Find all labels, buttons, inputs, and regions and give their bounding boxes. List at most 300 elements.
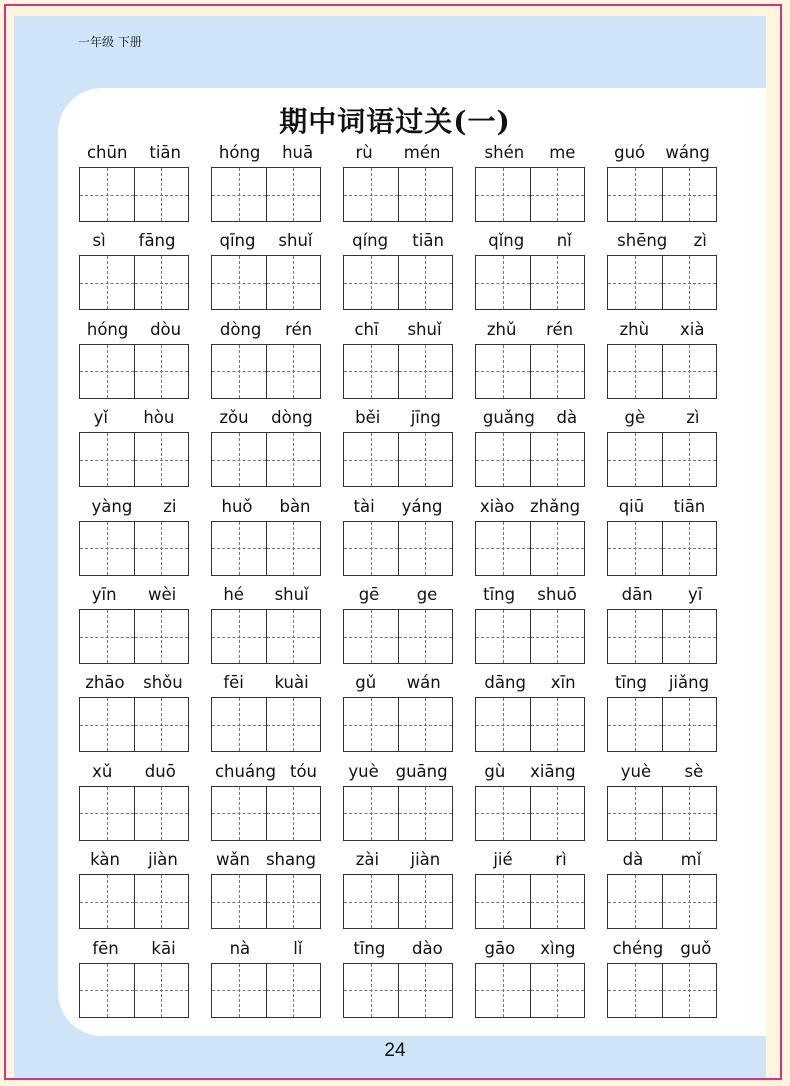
tianzige-box[interactable] (344, 345, 398, 398)
tianzige-box[interactable] (530, 964, 584, 1017)
word-item (472, 492, 588, 580)
tianzige-box[interactable] (398, 256, 452, 309)
tianzige-box[interactable] (344, 787, 398, 840)
tianzige-box[interactable] (530, 433, 584, 486)
writing-boxes (79, 432, 189, 487)
pinyin-syllable: dān (621, 585, 653, 604)
pinyin-syllable: mǐ (680, 850, 702, 870)
pinyin-line (604, 143, 720, 165)
pinyin-syllable: zài (355, 850, 380, 870)
pinyin-line (340, 231, 456, 253)
pinyin-syllable: guǒ (680, 938, 712, 958)
writing-boxes (607, 786, 717, 841)
tianzige-box[interactable] (398, 964, 452, 1017)
writing-boxes (211, 521, 321, 576)
tianzige-box[interactable] (530, 168, 584, 221)
writing-boxes (607, 521, 717, 576)
pinyin-syllable: tīng (483, 585, 516, 604)
tianzige-box[interactable] (662, 964, 716, 1017)
writing-boxes (79, 609, 189, 664)
tianzige-box[interactable] (608, 345, 662, 398)
tianzige-box[interactable] (134, 168, 188, 221)
writing-boxes (607, 874, 717, 929)
pinyin-syllable: kuài (274, 673, 309, 693)
word-item (340, 138, 456, 226)
tianzige-box[interactable] (530, 522, 584, 575)
tianzige-box[interactable] (80, 256, 134, 309)
pinyin-syllable: xìng (540, 938, 576, 958)
tianzige-box[interactable] (266, 698, 320, 751)
word-item (604, 934, 720, 1022)
writing-boxes (475, 255, 585, 310)
pinyin-syllable: tiān (149, 143, 181, 162)
tianzige-box[interactable] (530, 875, 584, 928)
word-item (208, 403, 324, 491)
pinyin-syllable: me (549, 143, 576, 162)
writing-boxes (343, 609, 453, 664)
writing-boxes (79, 255, 189, 310)
pinyin-syllable: shǒu (143, 673, 183, 693)
tianzige-box[interactable] (608, 787, 662, 840)
pinyin-syllable: rén (285, 319, 313, 339)
word-row (76, 668, 726, 756)
tianzige-box[interactable] (266, 875, 320, 928)
pinyin-syllable: jiàn (148, 850, 178, 870)
pinyin-syllable: jiàn (410, 850, 441, 870)
pinyin-line (76, 408, 192, 430)
tianzige-box[interactable] (608, 610, 662, 663)
word-item (472, 315, 588, 403)
tianzige-box[interactable] (608, 522, 662, 575)
tianzige-box[interactable] (134, 610, 188, 663)
word-item (76, 757, 192, 845)
pinyin-syllable: zhǔ (486, 319, 517, 339)
pinyin-line (472, 585, 588, 607)
pinyin-syllable: yáng (401, 496, 443, 516)
pinyin-line (76, 231, 192, 253)
pinyin-syllable: chéng (612, 938, 664, 958)
pinyin-syllable: zì (686, 408, 700, 428)
word-item (340, 845, 456, 933)
tianzige-box[interactable] (80, 168, 134, 221)
pinyin-line (76, 320, 192, 342)
pinyin-line (208, 143, 324, 165)
tianzige-box[interactable] (662, 875, 716, 928)
tianzige-box[interactable] (344, 875, 398, 928)
tianzige-box[interactable] (662, 168, 716, 221)
word-item (604, 403, 720, 491)
writing-boxes (475, 874, 585, 929)
word-item (604, 226, 720, 314)
writing-boxes (211, 786, 321, 841)
tianzige-box[interactable] (476, 345, 530, 398)
tianzige-box[interactable] (134, 787, 188, 840)
word-item (76, 492, 192, 580)
pinyin-syllable: gù (484, 761, 506, 781)
word-item (340, 668, 456, 756)
word-item (340, 315, 456, 403)
pinyin-syllable: zǒu (219, 408, 249, 428)
tianzige-box[interactable] (662, 522, 716, 575)
tianzige-box[interactable] (80, 433, 134, 486)
pinyin-syllable: jīng (410, 408, 441, 428)
tianzige-box[interactable] (398, 787, 452, 840)
tianzige-box[interactable] (80, 522, 134, 575)
word-item (340, 934, 456, 1022)
pinyin-line (208, 939, 324, 961)
tianzige-box[interactable] (134, 256, 188, 309)
word-item (76, 315, 192, 403)
tianzige-box[interactable] (476, 168, 530, 221)
pinyin-syllable: dāng (484, 673, 526, 693)
pinyin-syllable: zhāo (85, 673, 125, 693)
writing-boxes (607, 432, 717, 487)
writing-boxes (475, 697, 585, 752)
pinyin-line (604, 497, 720, 519)
tianzige-box[interactable] (398, 522, 452, 575)
pinyin-line (340, 320, 456, 342)
writing-boxes (211, 697, 321, 752)
pinyin-syllable: tiān (412, 231, 444, 251)
pinyin-syllable: lǐ (293, 938, 303, 958)
tianzige-box[interactable] (134, 698, 188, 751)
word-item (340, 492, 456, 580)
pinyin-syllable: dà (622, 850, 644, 870)
word-item (208, 668, 324, 756)
writing-boxes (343, 167, 453, 222)
tianzige-box[interactable] (80, 610, 134, 663)
word-item (340, 403, 456, 491)
word-item (208, 315, 324, 403)
pinyin-line (208, 320, 324, 342)
page-title: 期中词语过关(一) (279, 105, 511, 138)
pinyin-syllable: chuáng (214, 761, 277, 781)
pinyin-line (472, 231, 588, 253)
tianzige-box[interactable] (266, 964, 320, 1017)
pinyin-syllable: jié (493, 850, 513, 870)
writing-boxes (79, 963, 189, 1018)
pinyin-syllable: sè (684, 761, 704, 781)
tianzige-box[interactable] (212, 522, 266, 575)
tianzige-box[interactable] (212, 345, 266, 398)
word-item (472, 668, 588, 756)
writing-boxes (607, 167, 717, 222)
writing-boxes (79, 344, 189, 399)
word-row (76, 580, 726, 668)
word-item (604, 492, 720, 580)
tianzige-box[interactable] (212, 168, 266, 221)
tianzige-box[interactable] (476, 964, 530, 1017)
word-row (76, 492, 726, 580)
pinyin-syllable: tīng (353, 938, 386, 958)
tianzige-box[interactable] (344, 522, 398, 575)
tianzige-box[interactable] (212, 698, 266, 751)
pinyin-syllable: hóng (86, 319, 129, 339)
pinyin-syllable: jiǎng (668, 673, 710, 693)
tianzige-box[interactable] (476, 610, 530, 663)
tianzige-box[interactable] (134, 522, 188, 575)
pinyin-syllable: bàn (279, 496, 311, 516)
tianzige-box[interactable] (266, 787, 320, 840)
pinyin-syllable: qīng (219, 231, 256, 251)
pinyin-syllable: guó (614, 143, 646, 162)
pinyin-syllable: gǔ (355, 673, 377, 693)
pinyin-line (604, 320, 720, 342)
pinyin-syllable: xiāng (530, 761, 576, 781)
pinyin-syllable: dà (556, 408, 578, 428)
writing-boxes (607, 255, 717, 310)
pinyin-syllable: tài (353, 496, 375, 516)
writing-boxes (211, 167, 321, 222)
tianzige-box[interactable] (134, 433, 188, 486)
word-item (208, 492, 324, 580)
tianzige-box[interactable] (662, 787, 716, 840)
pinyin-syllable: gè (624, 408, 646, 428)
word-row (76, 403, 726, 491)
tianzige-box[interactable] (80, 698, 134, 751)
pinyin-line (472, 762, 588, 784)
pinyin-syllable: zi (163, 496, 177, 516)
pinyin-syllable: chī (354, 319, 379, 339)
writing-boxes (475, 521, 585, 576)
pinyin-line (76, 850, 192, 872)
pinyin-syllable: shang (265, 850, 317, 870)
pinyin-syllable: qǐng (488, 231, 525, 251)
pinyin-syllable: běi (355, 408, 381, 428)
pinyin-syllable: wèi (148, 585, 177, 604)
pinyin-syllable: guāng (395, 761, 448, 781)
tianzige-box[interactable] (608, 964, 662, 1017)
tianzige-box[interactable] (266, 433, 320, 486)
word-item (76, 580, 192, 668)
tianzige-box[interactable] (344, 698, 398, 751)
word-item (472, 403, 588, 491)
tianzige-box[interactable] (662, 610, 716, 663)
word-item (472, 757, 588, 845)
tianzige-box[interactable] (530, 698, 584, 751)
pinyin-line (604, 762, 720, 784)
pinyin-syllable: fēn (92, 938, 119, 958)
writing-boxes (79, 167, 189, 222)
pinyin-syllable: kàn (90, 850, 120, 870)
tianzige-box[interactable] (212, 610, 266, 663)
word-item (604, 668, 720, 756)
word-item (208, 580, 324, 668)
word-item (76, 403, 192, 491)
pinyin-line (340, 497, 456, 519)
pinyin-syllable: xià (680, 319, 705, 339)
writing-boxes (475, 786, 585, 841)
tianzige-box[interactable] (80, 964, 134, 1017)
tianzige-box[interactable] (476, 875, 530, 928)
pinyin-syllable: chūn (86, 143, 128, 162)
tianzige-box[interactable] (476, 698, 530, 751)
tianzige-box[interactable] (212, 964, 266, 1017)
writing-boxes (343, 432, 453, 487)
tianzige-box[interactable] (608, 168, 662, 221)
pinyin-line (472, 673, 588, 695)
tianzige-box[interactable] (398, 610, 452, 663)
tianzige-box[interactable] (134, 875, 188, 928)
tianzige-box[interactable] (608, 433, 662, 486)
pinyin-syllable: hé (223, 585, 244, 604)
writing-boxes (475, 167, 585, 222)
word-item (340, 757, 456, 845)
tianzige-box[interactable] (662, 698, 716, 751)
tianzige-box[interactable] (608, 875, 662, 928)
pinyin-syllable: xǔ (92, 761, 113, 781)
pinyin-syllable: hóng (218, 143, 261, 162)
tianzige-box[interactable] (266, 256, 320, 309)
pinyin-line (604, 585, 720, 607)
pinyin-syllable: zhǎng (530, 496, 581, 516)
tianzige-box[interactable] (80, 345, 134, 398)
writing-boxes (343, 344, 453, 399)
pinyin-syllable: dòng (271, 408, 313, 428)
word-row (76, 138, 726, 226)
tianzige-box[interactable] (398, 168, 452, 221)
word-item (340, 580, 456, 668)
pinyin-syllable: yǐ (93, 408, 109, 428)
pinyin-line (208, 673, 324, 695)
word-item (76, 934, 192, 1022)
tianzige-box[interactable] (530, 345, 584, 398)
pinyin-line (472, 850, 588, 872)
pinyin-syllable: shuǐ (274, 585, 309, 604)
pinyin-syllable: gē (358, 585, 380, 604)
writing-boxes (475, 432, 585, 487)
writing-boxes (475, 609, 585, 664)
pinyin-line (208, 408, 324, 430)
pinyin-line (208, 762, 324, 784)
tianzige-box[interactable] (344, 964, 398, 1017)
tianzige-box[interactable] (476, 522, 530, 575)
pinyin-line (76, 497, 192, 519)
tianzige-box[interactable] (608, 698, 662, 751)
writing-boxes (607, 697, 717, 752)
word-row (76, 845, 726, 933)
pinyin-line (472, 320, 588, 342)
pinyin-syllable: nà (229, 938, 251, 958)
tianzige-box[interactable] (662, 433, 716, 486)
tianzige-box[interactable] (530, 610, 584, 663)
tianzige-box[interactable] (212, 787, 266, 840)
tianzige-box[interactable] (266, 522, 320, 575)
pinyin-syllable: yīn (91, 585, 117, 604)
pinyin-line (76, 585, 192, 607)
pinyin-syllable: zì (693, 231, 707, 251)
word-item (604, 580, 720, 668)
tianzige-box[interactable] (662, 345, 716, 398)
tianzige-box[interactable] (266, 345, 320, 398)
tianzige-box[interactable] (344, 433, 398, 486)
writing-boxes (79, 786, 189, 841)
pinyin-syllable: shuǐ (278, 231, 313, 251)
tianzige-box[interactable] (80, 787, 134, 840)
pinyin-line (76, 143, 192, 165)
writing-boxes (211, 432, 321, 487)
writing-boxes (475, 963, 585, 1018)
tianzige-box[interactable] (398, 433, 452, 486)
tianzige-box[interactable] (344, 256, 398, 309)
pinyin-syllable: wáng (665, 143, 710, 162)
pinyin-syllable: guǎng (482, 408, 535, 428)
tianzige-box[interactable] (476, 433, 530, 486)
tianzige-box[interactable] (530, 787, 584, 840)
pinyin-syllable: nǐ (556, 231, 572, 251)
tianzige-box[interactable] (476, 787, 530, 840)
tianzige-box[interactable] (212, 256, 266, 309)
writing-boxes (211, 874, 321, 929)
tianzige-box[interactable] (398, 875, 452, 928)
pinyin-syllable: dào (411, 938, 443, 958)
writing-boxes (607, 344, 717, 399)
tianzige-box[interactable] (398, 698, 452, 751)
tianzige-box[interactable] (398, 345, 452, 398)
word-item (208, 845, 324, 933)
word-row (76, 226, 726, 314)
writing-boxes (79, 874, 189, 929)
pinyin-line (472, 939, 588, 961)
pinyin-syllable: shuō (537, 585, 577, 604)
tianzige-box[interactable] (80, 875, 134, 928)
page-number: 24 (384, 1040, 406, 1061)
tianzige-box[interactable] (212, 433, 266, 486)
pinyin-syllable: duō (144, 761, 176, 781)
pinyin-syllable: yàng (91, 496, 133, 516)
word-item (76, 138, 192, 226)
pinyin-syllable: mén (403, 143, 441, 162)
word-row (76, 934, 726, 1022)
pinyin-line (604, 939, 720, 961)
word-item (472, 138, 588, 226)
tianzige-box[interactable] (476, 256, 530, 309)
tianzige-box[interactable] (212, 875, 266, 928)
word-item (472, 845, 588, 933)
tianzige-box[interactable] (266, 610, 320, 663)
word-item (76, 226, 192, 314)
tianzige-box[interactable] (266, 168, 320, 221)
tianzige-box[interactable] (134, 345, 188, 398)
word-item (340, 226, 456, 314)
writing-boxes (343, 255, 453, 310)
word-item (208, 138, 324, 226)
pinyin-syllable: dòng (219, 319, 262, 339)
pinyin-line (208, 585, 324, 607)
writing-boxes (79, 521, 189, 576)
word-row (76, 315, 726, 403)
pinyin-line (340, 762, 456, 784)
pinyin-line (76, 673, 192, 695)
pinyin-syllable: wán (406, 673, 441, 693)
tianzige-box[interactable] (608, 256, 662, 309)
pinyin-line (340, 143, 456, 165)
pinyin-line (604, 673, 720, 695)
tianzige-box[interactable] (662, 256, 716, 309)
word-item (76, 845, 192, 933)
pinyin-line (340, 850, 456, 872)
writing-boxes (343, 874, 453, 929)
tianzige-box[interactable] (344, 168, 398, 221)
tianzige-box[interactable] (134, 964, 188, 1017)
word-item (472, 226, 588, 314)
tianzige-box[interactable] (530, 256, 584, 309)
pinyin-syllable: shuǐ (407, 319, 442, 339)
tianzige-box[interactable] (344, 610, 398, 663)
writing-boxes (343, 697, 453, 752)
pinyin-syllable: xiào (479, 496, 515, 516)
pinyin-syllable: shén (484, 143, 525, 162)
